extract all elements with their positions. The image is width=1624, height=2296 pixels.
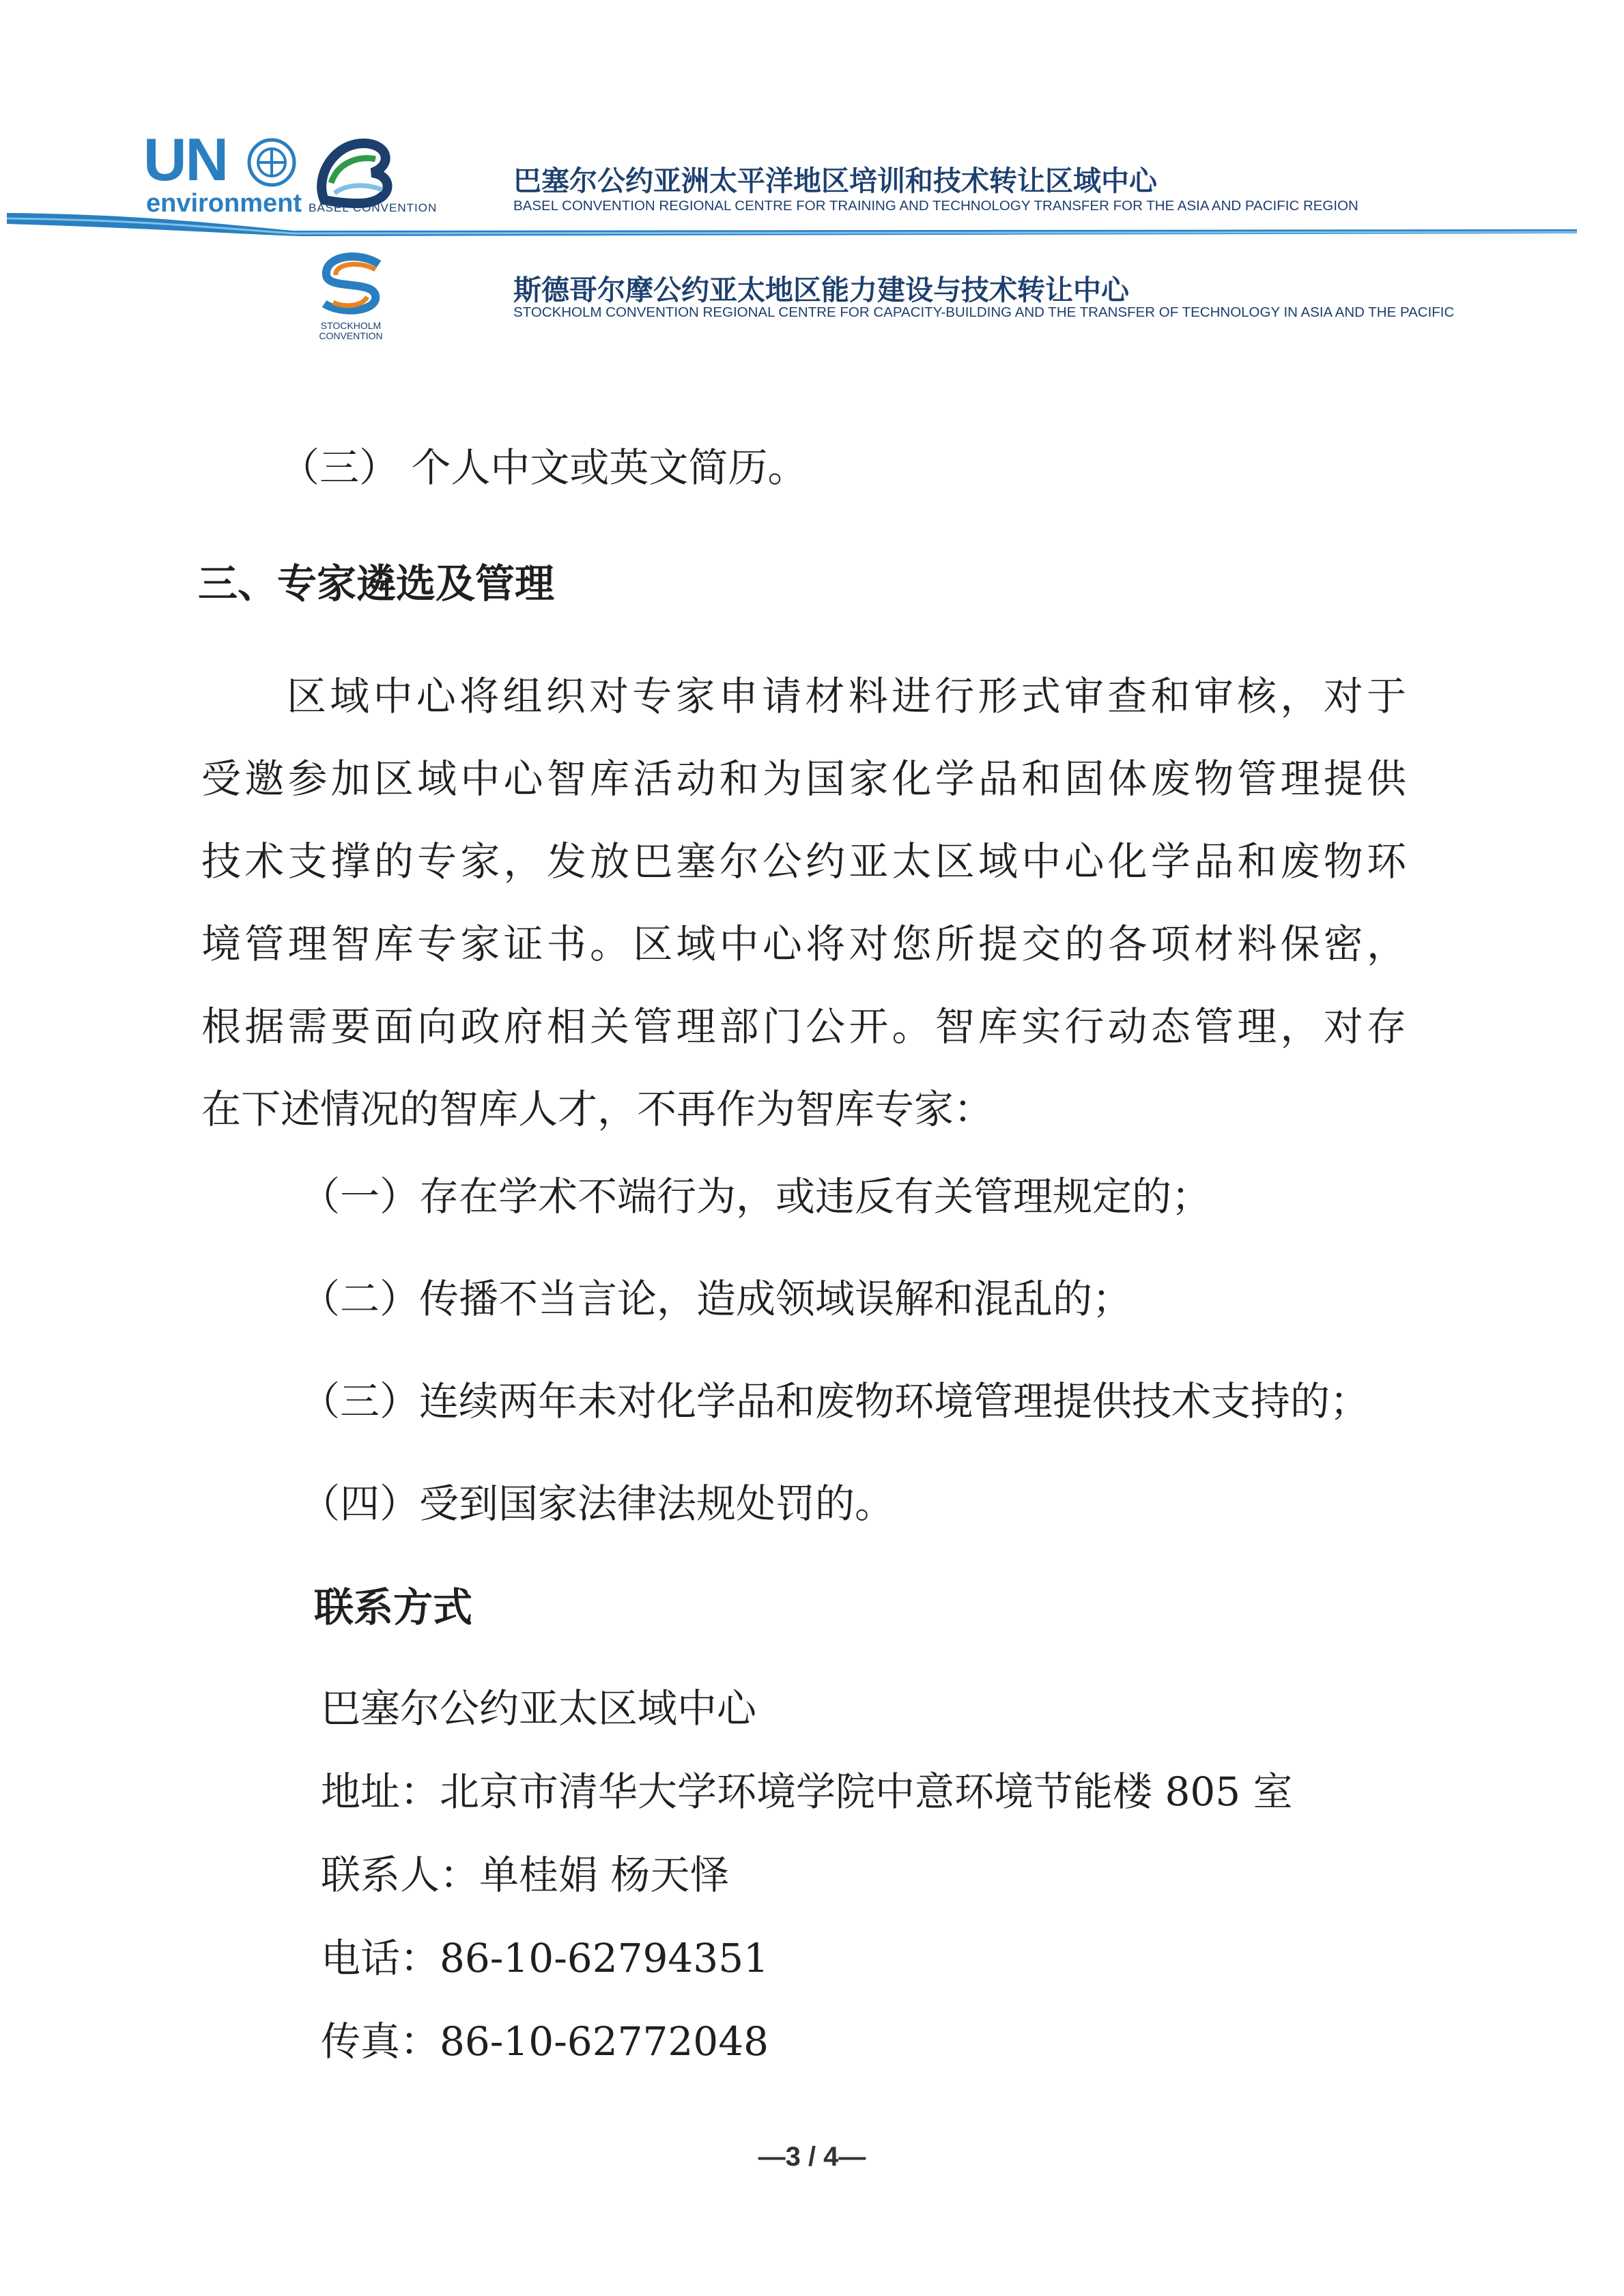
- item-three-resume: （三） 个人中文或英文简历。: [280, 444, 808, 491]
- paragraph-line: 根据需要面向政府相关管理部门公开。智库实行动态管理，对存: [201, 1003, 1406, 1050]
- condition-item: （二）传播不当言论，造成领域误解和混乱的；: [300, 1276, 1132, 1322]
- un-logo-subtext: environment: [146, 189, 302, 218]
- basel-convention-logo-icon: [311, 135, 406, 212]
- page-number: —3 / 4—: [758, 2142, 866, 2172]
- condition-item: （四）受到国家法律法规处罚的。: [300, 1480, 895, 1527]
- contact-phone: 电话：86-10-62794351: [321, 1935, 769, 1981]
- contact-fax: 传真：86-10-62772048: [321, 2018, 769, 2065]
- stockholm-logo-caption: STOCKHOLM CONVENTION: [319, 320, 383, 341]
- paragraph-line: 技术支撑的专家，发放巴塞尔公约亚太区域中心化学品和废物环: [201, 838, 1406, 885]
- stockholm-centre-name-en: STOCKHOLM CONVENTION REGIONAL CENTRE FOR CAPACITY-BUILDING AND THE TRANSFER OF TECHNOLOGY IN ASIA AND THE PACIFIC: [513, 304, 1455, 320]
- contact-organization: 巴塞尔公约亚太区域中心: [321, 1685, 757, 1732]
- condition-item: （三）连续两年未对化学品和废物环境管理提供技术支持的；: [300, 1378, 1370, 1424]
- paragraph-line: 境管理智库专家证书。区域中心将对您所提交的各项材料保密，: [201, 921, 1406, 967]
- un-logo-text: UN: [143, 126, 228, 193]
- condition-item: （一）存在学术不端行为，或违反有关管理规定的；: [300, 1173, 1212, 1220]
- basel-centre-name-cn: 巴塞尔公约亚洲太平洋地区培训和技术转让区域中心: [513, 164, 1157, 197]
- basel-centre-name-en: BASEL CONVENTION REGIONAL CENTRE FOR TRAINING AND TECHNOLOGY TRANSFER FOR THE ASIA AND PACIFIC REGION: [513, 198, 1358, 214]
- paragraph-line: 在下述情况的智库人才，不再作为智库专家：: [201, 1086, 994, 1132]
- contact-persons: 联系人：单桂娟 杨天怿: [321, 1852, 730, 1898]
- paragraph-line: 受邀参加区域中心智库活动和为国家化学品和固体废物管理提供: [201, 756, 1406, 802]
- stockholm-convention-logo-icon: [307, 249, 396, 317]
- contact-address: 地址：北京市清华大学环境学院中意环境节能楼 805 室: [321, 1768, 1293, 1815]
- stockholm-centre-name-cn: 斯德哥尔摩公约亚太地区能力建设与技术转让中心: [513, 274, 1129, 306]
- paragraph-line: 区域中心将组织对专家申请材料进行形式审查和审核，对于: [287, 673, 1406, 719]
- un-emblem-icon: [246, 137, 298, 188]
- basel-logo-caption: BASEL CONVENTION: [309, 201, 438, 214]
- section-heading: 三、专家遴选及管理: [198, 560, 555, 607]
- contact-heading: 联系方式: [314, 1584, 473, 1631]
